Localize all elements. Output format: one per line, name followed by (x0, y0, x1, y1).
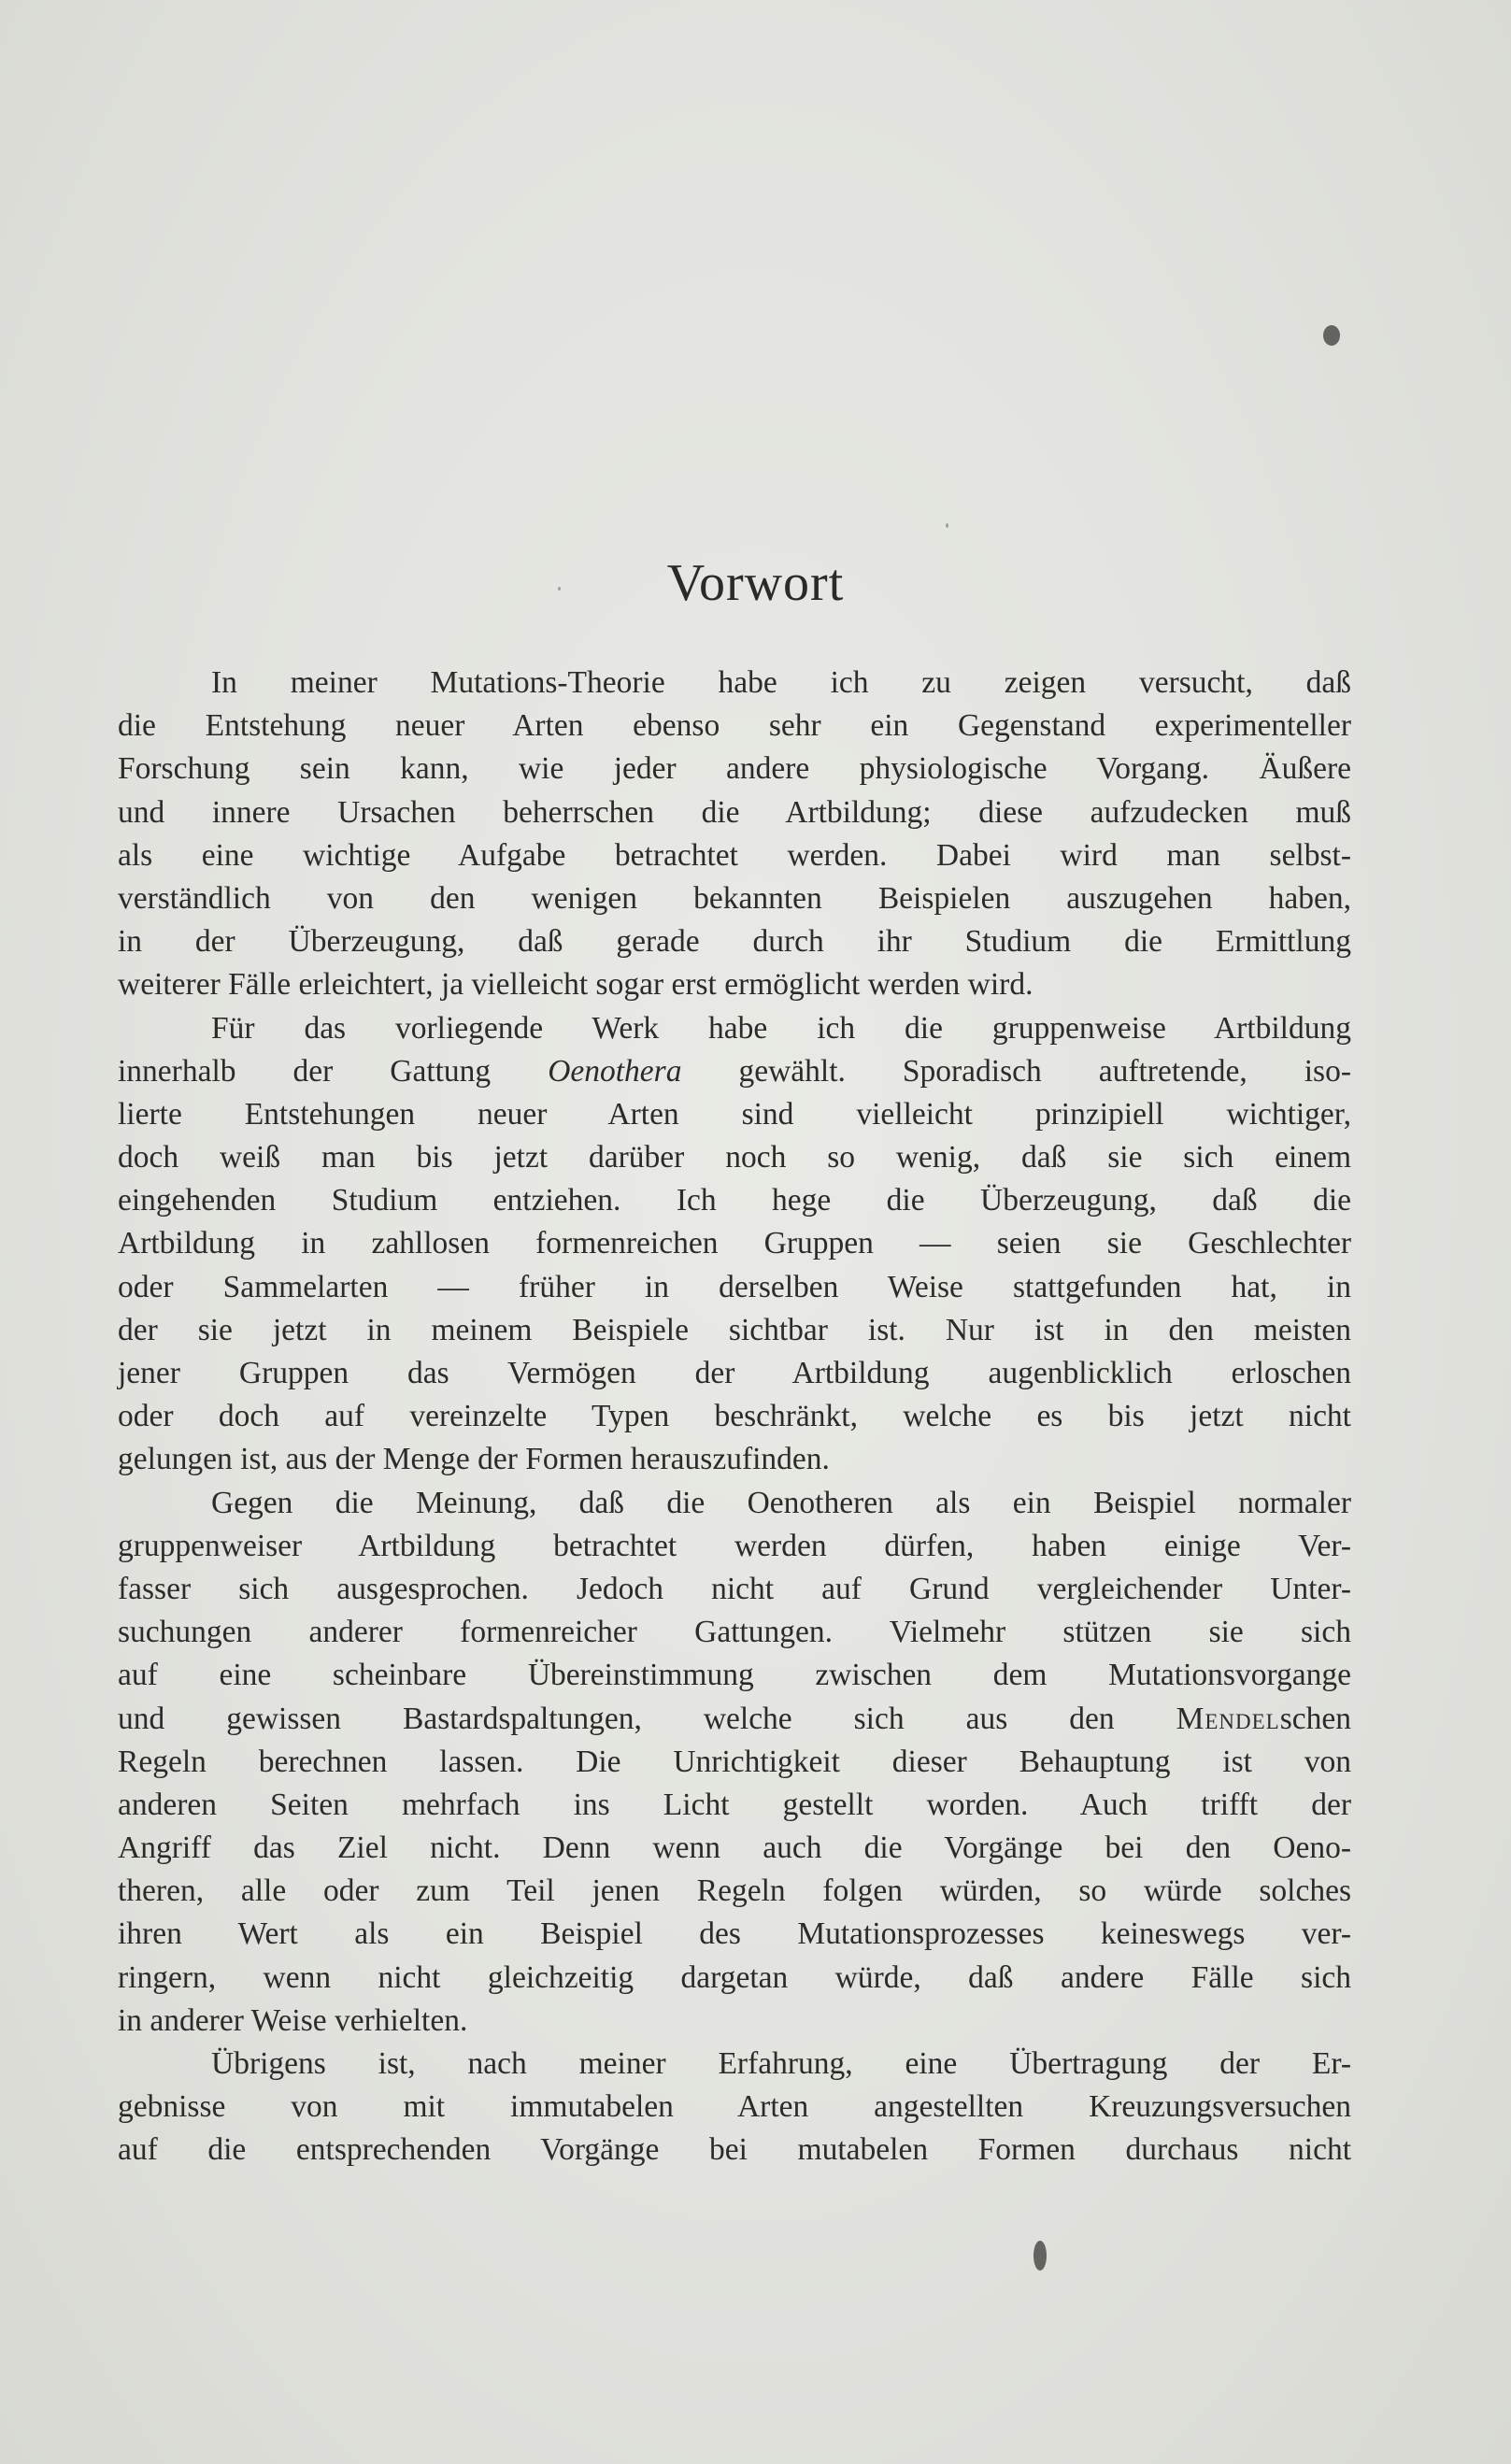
text-line: gruppenweiser Artbildung betrachtet werden dürfen, haben einige Ver- (118, 1528, 1351, 1563)
text-line: der sie jetzt in meinem Beispiele sichtbar ist. Nur ist in den meisten (118, 1312, 1351, 1347)
ink-speck (946, 523, 948, 528)
preface-body (118, 662, 1351, 2172)
text-line: suchungen anderer formenreicher Gattungen. Vielmehr stützen sie sich (118, 1615, 1351, 1650)
text-line: In meiner Mutations-Theorie habe ich zu zeigen versucht, daß (211, 665, 1351, 700)
text-line: und gewissen Bastardspaltungen, welche sich aus den Mendelschen (118, 1701, 1351, 1736)
text-line: fasser sich ausgesprochen. Jedoch nicht auf Grund vergleichender Unter- (118, 1571, 1351, 1606)
text-line: verständlich von den wenigen bekannten Beispielen auszugehen haben, (118, 880, 1351, 916)
text-line: Übrigens ist, nach meiner Erfahrung, eine Übertragung der Er- (211, 2046, 1351, 2081)
text-line: anderen Seiten mehrfach ins Licht gestellt worden. Auch trifft der (118, 1787, 1351, 1822)
text-line: gelungen ist, aus der Menge der Formen herauszufinden. (118, 1442, 830, 1477)
text-line: Gegen die Meinung, daß die Oenotheren als ein Beispiel normaler (211, 1485, 1351, 1520)
text-line: weiterer Fälle erleichtert, ja vielleicht sogar erst ermöglicht werden wird. (118, 967, 1033, 1003)
text-line: in anderer Weise verhielten. (118, 2002, 468, 2038)
text-line: auf eine scheinbare Übereinstimmung zwischen dem Mutationsvorgange (118, 1658, 1351, 1693)
text-line: innerhalb der Gattung Oenothera gewählt. Sporadisch auftretende, iso- (118, 1053, 1351, 1089)
page-title: Vorwort (666, 554, 845, 612)
ink-speck (1033, 2241, 1047, 2271)
text-line: auf die entsprechenden Vorgänge bei mutabelen Formen durchaus nicht (118, 2132, 1351, 2168)
text-line: in der Überzeugung, daß gerade durch ihr Studium die Ermittlung (118, 924, 1351, 960)
text-line: als eine wichtige Aufgabe betrachtet werden. Dabei wird man selbst- (118, 837, 1351, 873)
text-line: die Entstehung neuer Arten ebenso sehr ein Gegenstand experimenteller (118, 708, 1351, 744)
text-line: ringern, wenn nicht gleichzeitig dargetan würde, daß andere Fälle sich (118, 1959, 1351, 1995)
text-line: Angriff das Ziel nicht. Denn wenn auch die Vorgänge bei den Oeno- (118, 1830, 1351, 1866)
text-line: ihren Wert als ein Beispiel des Mutationsprozesses keineswegs ver- (118, 1916, 1351, 1952)
text-line: gebnisse von mit immutabelen Arten angestellten Kreuzungsversuchen (118, 2089, 1351, 2125)
text-line: lierte Entstehungen neuer Arten sind vielleicht prinzipiell wichtiger, (118, 1096, 1351, 1132)
text-line: Artbildung in zahllosen formenreichen Gruppen — seien sie Geschlechter (118, 1226, 1351, 1261)
ink-speck (1323, 325, 1340, 346)
text-line: doch weiß man bis jetzt darüber noch so wenig, daß sie sich einem (118, 1140, 1351, 1175)
text-line: eingehenden Studium entziehen. Ich hege die Überzeugung, daß die (118, 1183, 1351, 1218)
text-line: oder doch auf vereinzelte Typen beschränkt, welche es bis jetzt nicht (118, 1399, 1351, 1434)
text-line: oder Sammelarten — früher in derselben Weise stattgefunden hat, in (118, 1269, 1351, 1304)
author-name: Mendel (1176, 1701, 1280, 1736)
text-line: Regeln berechnen lassen. Die Unrichtigkeit dieser Behauptung ist von (118, 1744, 1351, 1779)
text-line: theren, alle oder zum Teil jenen Regeln folgen würden, so würde solches (118, 1873, 1351, 1909)
text-line: und innere Ursachen beherrschen die Artbildung; diese aufzudecken muß (118, 794, 1351, 830)
text-line: Für das vorliegende Werk habe ich die gruppenweise Artbildung (211, 1010, 1351, 1046)
text-line: jener Gruppen das Vermögen der Artbildung augenblicklich erloschen (118, 1356, 1351, 1390)
text-line: Forschung sein kann, wie jeder andere physiologische Vorgang. Äußere (118, 751, 1351, 787)
genus-name: Oenothera (548, 1053, 682, 1089)
